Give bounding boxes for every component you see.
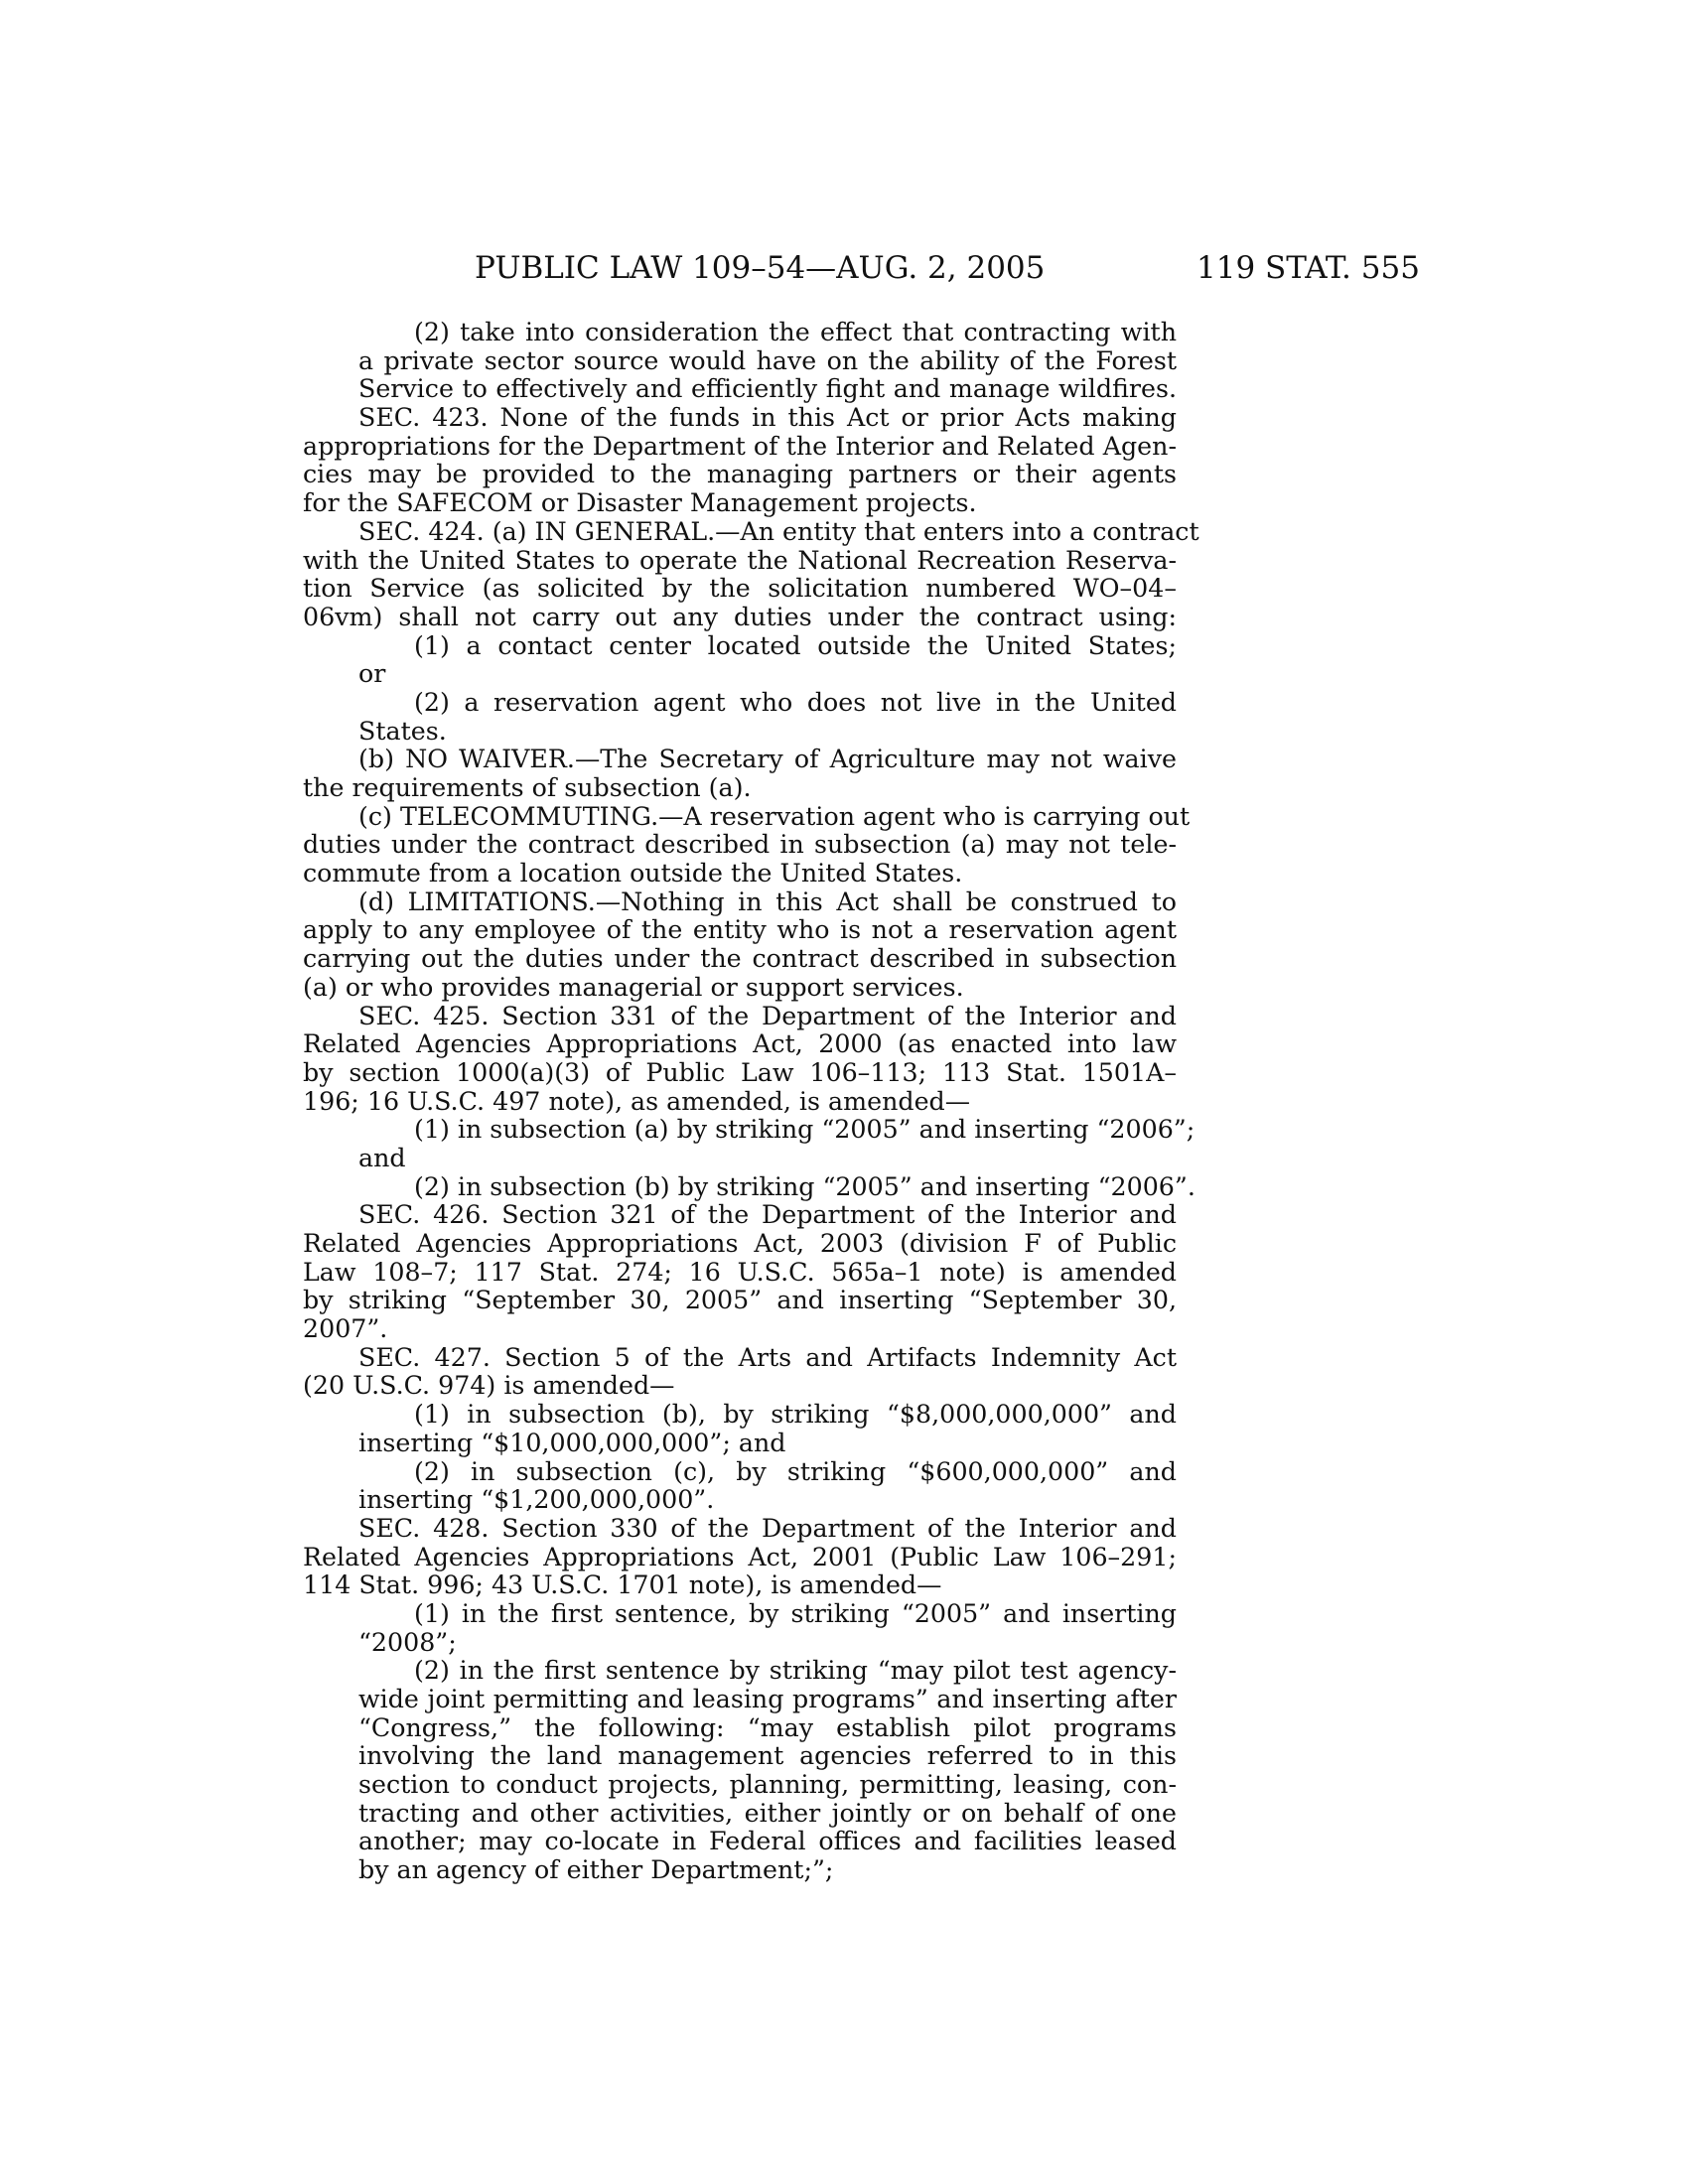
text-line: wide joint permitting and leasing programs” and inserting after: [358, 1685, 1177, 1713]
text-line: 2007”.: [303, 1314, 388, 1344]
text-line: (b) NO WAIVER.—The Secretary of Agriculture may not waive: [358, 745, 1177, 774]
running-title: PUBLIC LAW 109–54—AUG. 2, 2005: [475, 250, 1046, 286]
document-body: [303, 318, 1199, 1885]
text-line: (2) in subsection (c), by striking “$600,000,000” and: [414, 1456, 1177, 1486]
text-line: SEC. 428. Section 330 of the Department of the Interior and: [358, 1513, 1177, 1543]
text-line: 114 Stat. 996; 43 U.S.C. 1701 note), is amended—: [303, 1570, 942, 1600]
text-line: a private sector source would have on the ability of the Forest: [358, 345, 1177, 375]
text-line: (1) in subsection (a) by striking “2005” and inserting “2006”;: [414, 1115, 1196, 1145]
text-line: and: [358, 1143, 406, 1172]
text-line: apply to any employee of the entity who is not a reservation agent: [303, 915, 1177, 945]
text-line: section to conduct projects, planning, permitting, leasing, con-: [358, 1770, 1177, 1800]
text-line: tion Service (as solicited by the solicitation numbered WO–04–: [303, 574, 1177, 604]
text-line: tracting and other activities, either jointly or on behalf of one: [358, 1798, 1177, 1828]
text-line: another; may co-locate in Federal offices and facilities leased: [358, 1827, 1177, 1856]
text-line: States.: [358, 716, 447, 746]
text-line: carrying out the duties under the contract described in subsection: [303, 944, 1177, 974]
text-line: SEC. 424. (a) IN GENERAL.—An entity that enters into a contract: [358, 516, 1199, 546]
text-line: (1) a contact center located outside the United States;: [414, 630, 1177, 660]
text-line: commute from a location outside the United States.: [303, 859, 963, 888]
text-line: “2008”;: [358, 1627, 457, 1657]
text-line: Related Agencies Appropriations Act, 2000 (as enacted into law: [303, 1029, 1177, 1059]
text-line: SEC. 427. Section 5 of the Arts and Artifacts Indemnity Act: [358, 1342, 1177, 1372]
text-line: Service to effectively and efficiently fight and manage wildfires.: [358, 374, 1177, 404]
text-line: the requirements of subsection (a).: [303, 773, 752, 802]
text-line: (a) or who provides managerial or support services.: [303, 972, 964, 1002]
page-stat-number: 119 STAT. 555: [1196, 250, 1420, 286]
text-line: Related Agencies Appropriations Act, 2003 (division F of Public: [303, 1229, 1177, 1258]
text-line: SEC. 425. Section 331 of the Department of the Interior and: [358, 1001, 1177, 1030]
text-line: by striking “September 30, 2005” and inserting “September 30,: [303, 1286, 1177, 1315]
text-line: “Congress,” the following: “may establish pilot programs: [358, 1712, 1177, 1742]
text-line: Law 108–7; 117 Stat. 274; 16 U.S.C. 565a–1 note) is amended: [303, 1257, 1177, 1287]
text-line: SEC. 426. Section 321 of the Department of the Interior and: [358, 1200, 1177, 1230]
text-line: 06vm) shall not carry out any duties under the contract using:: [303, 602, 1177, 631]
text-line: Related Agencies Appropriations Act, 2001 (Public Law 106–291;: [303, 1542, 1177, 1571]
text-line: (2) in the first sentence by striking “may pilot test agency-: [414, 1656, 1177, 1686]
text-line: 196; 16 U.S.C. 497 note), as amended, is amended—: [303, 1086, 971, 1116]
text-line: or: [358, 659, 386, 689]
page-header: [0, 248, 1688, 288]
text-line: for the SAFECOM or Disaster Management projects.: [303, 488, 977, 518]
text-line: (1) in the first sentence, by striking “2005” and inserting: [414, 1598, 1177, 1628]
text-line: (c) TELECOMMUTING.—A reservation agent who is carrying out: [358, 801, 1191, 831]
text-line: (2) take into consideration the effect that contracting with: [414, 318, 1177, 346]
text-line: (d) LIMITATIONS.—Nothing in this Act shall be construed to: [358, 887, 1177, 916]
text-line: involving the land management agencies referred to in this: [358, 1741, 1177, 1771]
text-line: by an agency of either Department;”;: [358, 1855, 834, 1885]
text-line: with the United States to operate the National Recreation Reserva-: [303, 545, 1177, 575]
text-line: cies may be provided to the managing partners or their agents: [303, 460, 1177, 489]
text-line: inserting “$10,000,000,000”; and: [358, 1428, 786, 1457]
text-line: inserting “$1,200,000,000”.: [358, 1485, 715, 1515]
text-line: appropriations for the Department of the Interior and Related Agen-: [303, 431, 1177, 461]
text-line: (2) a reservation agent who does not live in the United: [414, 687, 1177, 717]
text-line: (1) in subsection (b), by striking “$8,000,000,000” and: [414, 1400, 1177, 1430]
text-line: by section 1000(a)(3) of Public Law 106–113; 113 Stat. 1501A–: [303, 1057, 1177, 1087]
text-line: SEC. 423. None of the funds in this Act or prior Acts making: [358, 403, 1177, 433]
text-line: duties under the contract described in subsection (a) may not tele-: [303, 830, 1177, 860]
text-line: (2) in subsection (b) by striking “2005” and inserting “2006”.: [414, 1171, 1196, 1201]
text-line: (20 U.S.C. 974) is amended—: [303, 1371, 675, 1401]
